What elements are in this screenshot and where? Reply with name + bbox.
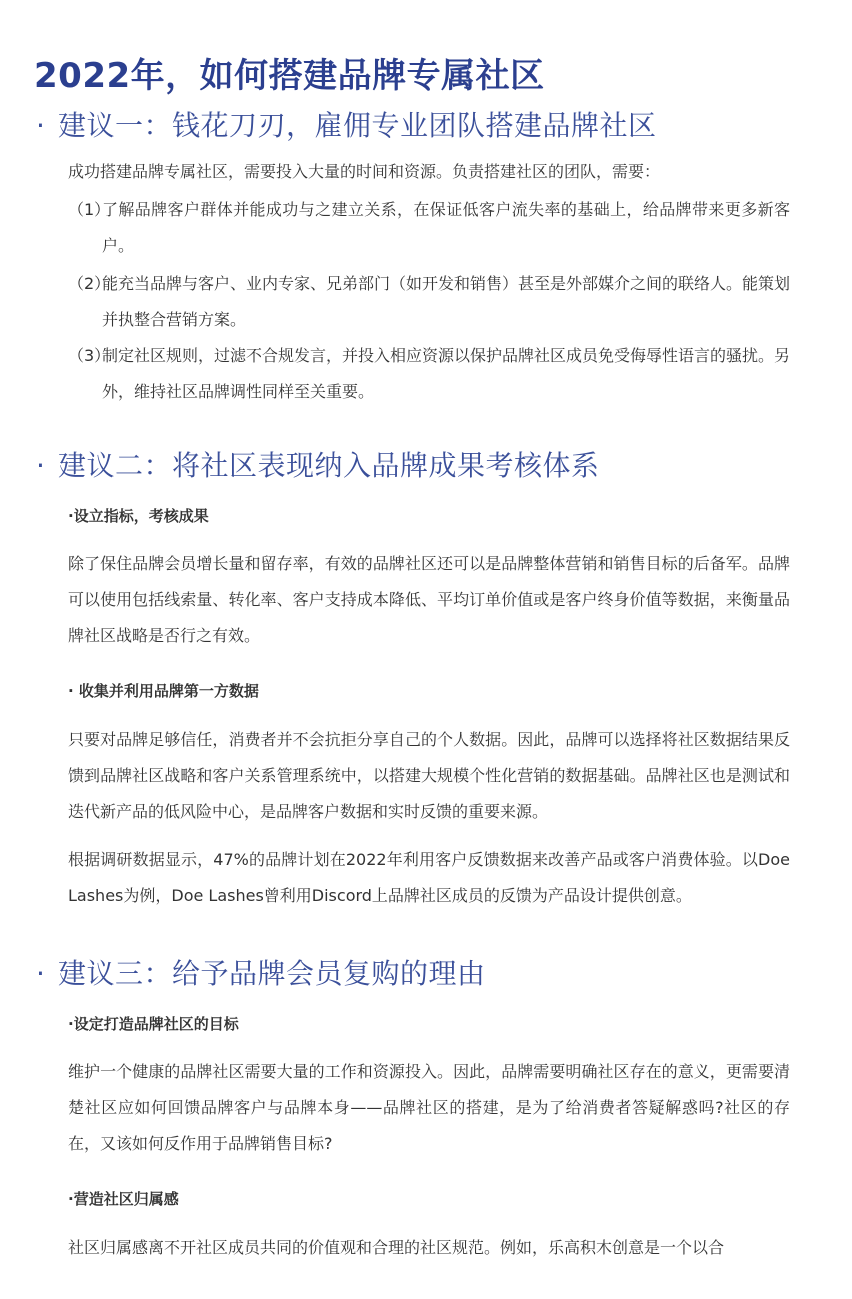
section-3-paragraph-2: 社区归属感离不开社区成员共同的价值观和合理的社区规范。例如，乐高积木创意是一个以合 <box>68 1238 725 1257</box>
list-item-number: （2） <box>68 274 111 293</box>
section-1-intro: 成功搭建品牌专属社区，需要投入大量的时间和资源。负责搭建社区的团队，需要： <box>68 162 661 181</box>
list-item-text: 制定社区规则，过滤不合规发言，并投入相应资源以保护品牌社区成员免受侮辱性语言的骚扰。另外，维持社区品牌调性同样至关重要。 <box>102 346 791 401</box>
list-item <box>68 192 790 264</box>
list-item-text: 了解品牌客户群体并能成功与之建立关系，在保证低客户流失率的基础上，给品牌带来更多新客户。 <box>102 200 790 255</box>
section-2-subheading-2: · 收集并利用品牌第一方数据 <box>68 682 259 700</box>
page-title: 2022年，如何搭建品牌专属社区 <box>34 56 545 96</box>
section-2-bullet: · <box>36 449 46 482</box>
section-2-title: 建议二：将社区表现纳入品牌成果考核体系 <box>58 449 600 482</box>
section-2-subheading-1: ·设立指标，考核成果 <box>68 507 209 525</box>
section-2-paragraph-2: 只要对品牌足够信任，消费者并不会抗拒分享自己的个人数据。因此，品牌可以选择将社区数据结果反馈到品牌社区战略和客户关系管理系统中，以搭建大规模个性化营销的数据基础。品牌社区也是测试和迭代新产品的低风险中心，是品牌客户数据和实时反馈的重要来源。 <box>68 730 790 821</box>
list-item <box>68 266 790 338</box>
list-item-text: 能充当品牌与客户、业内专家、兄弟部门（如开发和销售）甚至是外部媒介之间的联络人。能策划并执整合营销方案。 <box>102 274 791 329</box>
section-2-heading <box>36 444 600 484</box>
section-3-subheading-2: ·营造社区归属感 <box>68 1190 179 1208</box>
list-item-number: （1） <box>68 200 111 219</box>
section-2-paragraph-1: 除了保住品牌会员增长量和留存率，有效的品牌社区还可以是品牌整体营销和销售目标的后备军。品牌可以使用包括线索量、转化率、客户支持成本降低、平均订单价值或是客户终身价值等数据，来衡量品牌社区战略是否行之有效。 <box>68 554 790 645</box>
section-1-bullet: · <box>36 109 46 142</box>
section-3-bullet: · <box>36 957 46 990</box>
section-2-paragraph-3: 根据调研数据显示，47%的品牌计划在2022年利用客户反馈数据来改善产品或客户消费体验。以Doe Lashes为例，Doe Lashes曾利用Discord上品牌社区成员的反馈为产品设计提供创意。 <box>68 850 790 905</box>
section-3-subheading-1: ·设定打造品牌社区的目标 <box>68 1015 239 1033</box>
section-1-heading <box>36 104 657 144</box>
section-3-paragraph-1: 维护一个健康的品牌社区需要大量的工作和资源投入。因此，品牌需要明确社区存在的意义，更需要清楚社区应如何回馈品牌客户与品牌本身——品牌社区的搭建，是为了给消费者答疑解惑吗?社区的存在，又该如何反作用于品牌销售目标? <box>68 1062 790 1153</box>
list-item-number: （3） <box>68 346 111 365</box>
list-item <box>68 338 790 410</box>
section-3-heading <box>36 952 486 992</box>
section-3-title: 建议三：给予品牌会员复购的理由 <box>58 957 486 990</box>
section-1-title: 建议一：钱花刀刃，雇佣专业团队搭建品牌社区 <box>58 109 657 142</box>
